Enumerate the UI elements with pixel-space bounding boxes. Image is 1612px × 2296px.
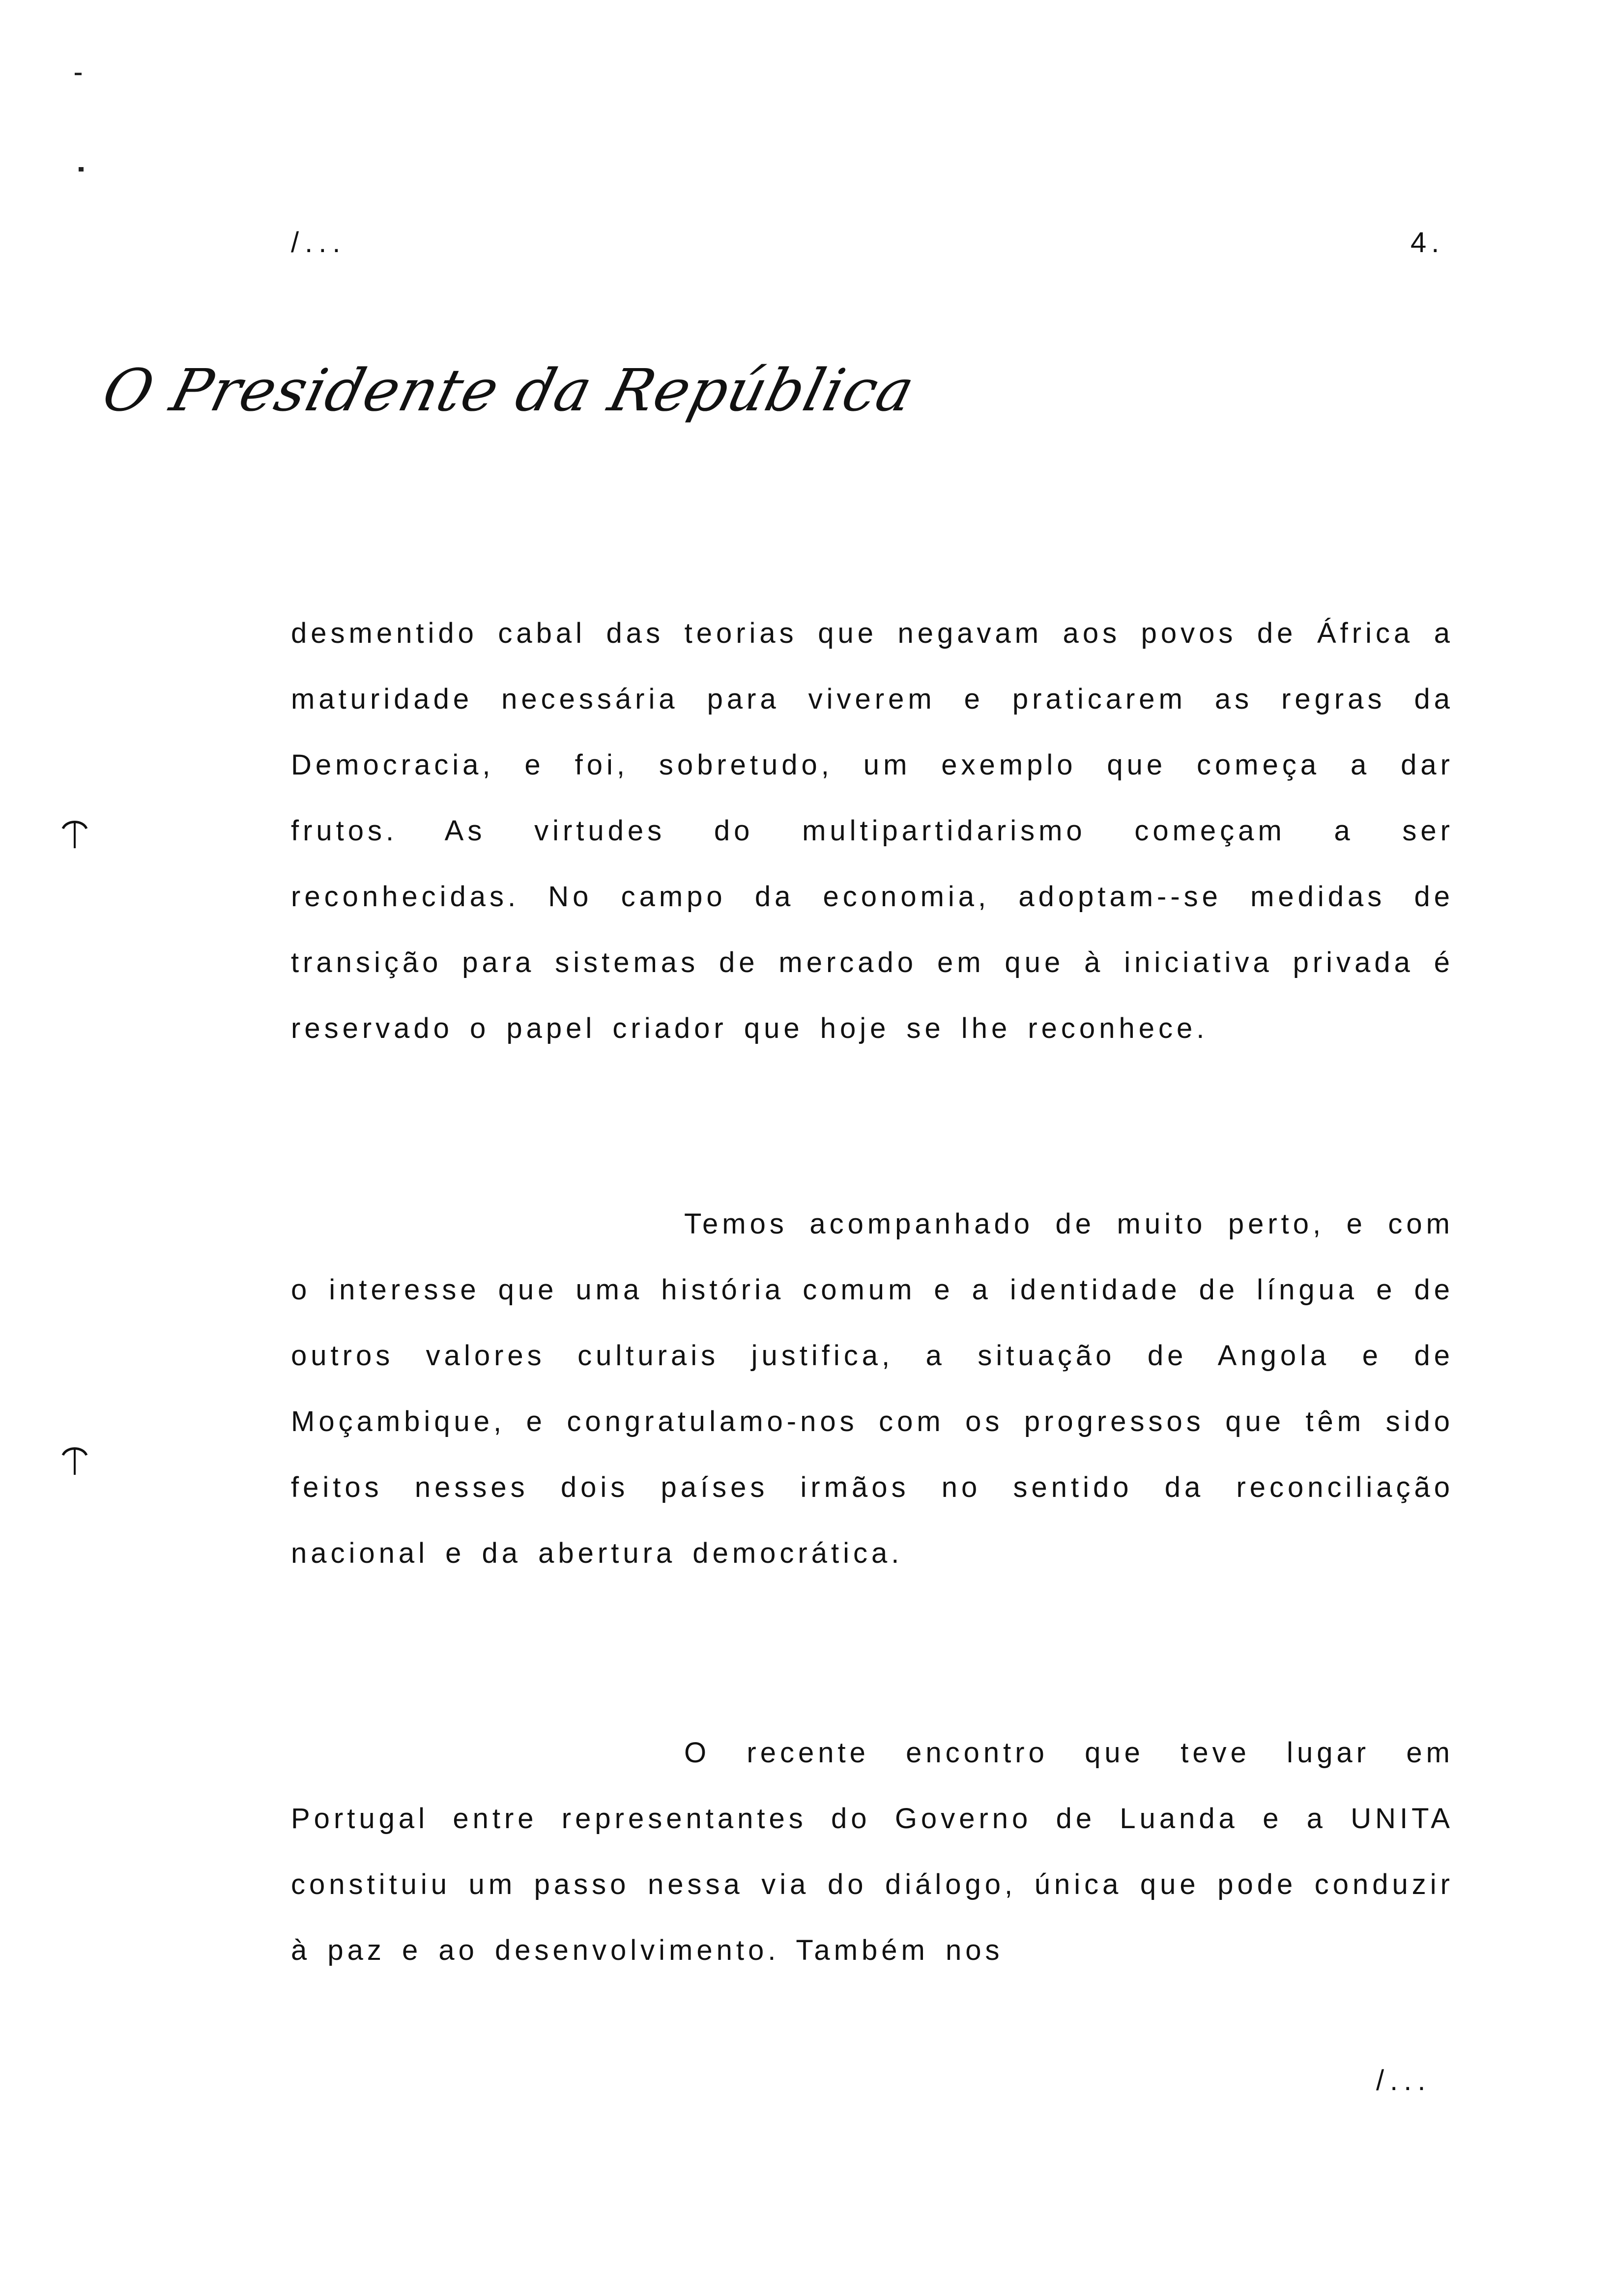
- paragraph-1: desmentido cabal das teorias que negavam aos povos de África a maturidade necessária para viverem e praticarem as regras da Democracia, e foi, sobretudo, um exemplo que começa a dar frutos. As virtudes do multipartidarismo começam a ser reconhecidas. No campo da economia, adoptam--se medidas de transição para sistemas de mercado em que à iniciativa privada é reservado o papel criador que hoje se lhe reconhece.: [291, 617, 1454, 1044]
- page-number: 4.: [1410, 227, 1444, 258]
- footer-continuation-marker: /...: [1376, 2065, 1432, 2096]
- scan-speck: [75, 73, 82, 75]
- header-continuation-marker: /...: [291, 227, 346, 258]
- binder-hole-mark-icon: [60, 816, 89, 855]
- letterhead-title: O Presidente da República: [96, 356, 922, 424]
- paragraph-3: O recente encontro que teve lugar em Portugal entre representantes do Governo de Luanda e a UNITA constituiu um passo nessa via do diálogo, única que pode conduzir à paz e ao desenvolvimento. Também nos: [291, 1737, 1454, 1966]
- binder-hole-mark-icon: [60, 1442, 89, 1482]
- scan-speck: [79, 167, 84, 172]
- paragraph-2: Temos acompanhado de muito perto, e com o interesse que uma história comum e a identidade de língua e de outros valores culturais justifica, a situação de Angola e de Moçambique, e congratulamo-nos com os progressos que têm sido feitos nesses dois países irmãos no sentido da reconciliação nacional e da abertura democrática.: [291, 1208, 1454, 1569]
